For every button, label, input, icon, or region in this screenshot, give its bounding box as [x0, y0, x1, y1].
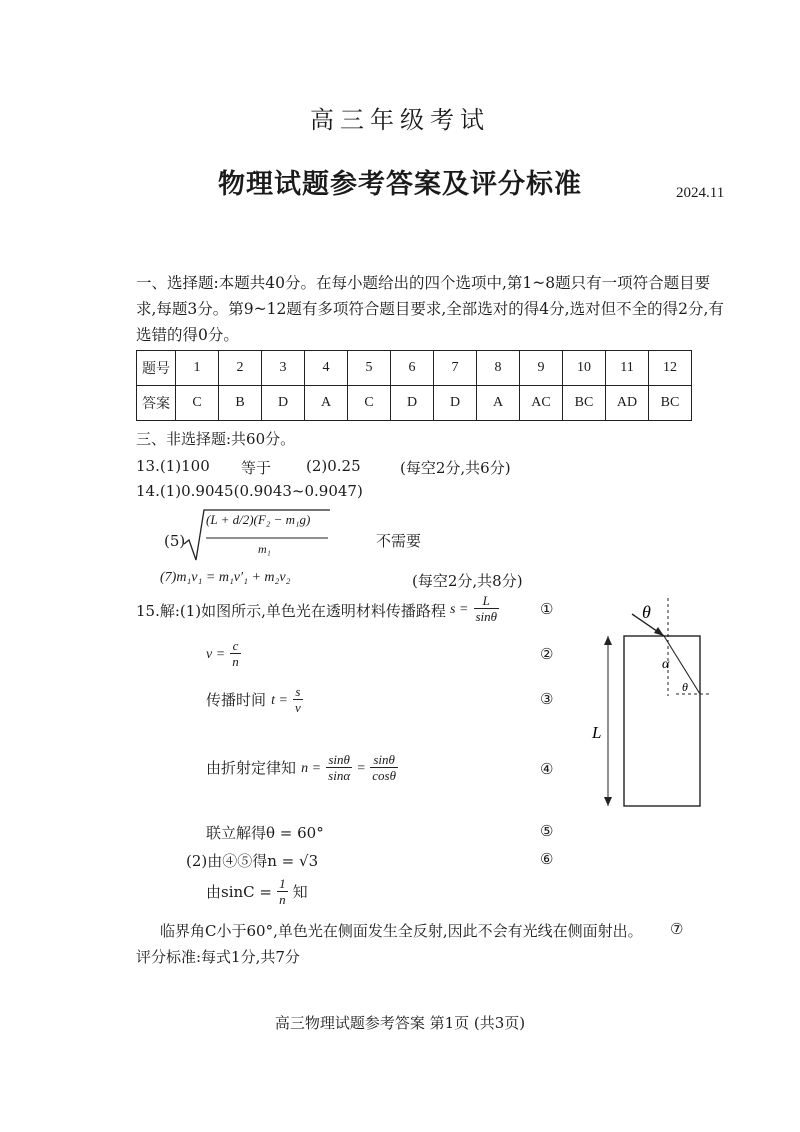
- answer-cell: A: [305, 386, 348, 421]
- page-footer: 高三物理试题参考答案 第1页 (共3页): [274, 1014, 526, 1032]
- eq7-post: 知: [292, 883, 308, 901]
- q15-scoring: 评分标准:每式1分,共7分: [136, 948, 300, 966]
- eq2-fraction: [230, 638, 241, 669]
- length-label: L: [592, 723, 602, 742]
- q14-part7: (7)m₁v₁ = m₁v′₁ + m₂v₂: [160, 570, 291, 585]
- eq7-num: 1: [279, 876, 286, 891]
- section2-title: 三、非选择题:共60分。: [136, 430, 296, 448]
- incident-arrow: [654, 627, 664, 636]
- eq2-den: n: [232, 654, 239, 669]
- theta-label: θ: [642, 602, 651, 622]
- mark-4: ④: [540, 760, 554, 778]
- answer-cell: C: [176, 386, 219, 421]
- question-number: 8: [477, 351, 520, 386]
- eq1-den: sinθ: [475, 609, 498, 624]
- eq7-den: n: [279, 892, 286, 907]
- answer-cell: D: [434, 386, 477, 421]
- answer-table: [136, 350, 692, 421]
- alpha-label: α: [662, 657, 670, 672]
- mark-7: ⑦: [670, 920, 684, 938]
- eq4-num2: sinθ: [370, 752, 398, 768]
- question-number: 10: [563, 351, 606, 386]
- answer-cell: A: [477, 386, 520, 421]
- question-row-label: 题号: [137, 351, 176, 386]
- q15-intro: 15.解:(1)如图所示,单色光在透明材料传播路程: [136, 602, 446, 620]
- q15-eq7: [206, 876, 308, 907]
- answer-cell: D: [262, 386, 305, 421]
- q15-eq4: [206, 752, 398, 783]
- refraction-diagram: [588, 596, 728, 826]
- q15-eq2: [206, 638, 241, 669]
- question-number: 5: [348, 351, 391, 386]
- theta2-label: θ: [682, 680, 688, 694]
- answer-cell: C: [348, 386, 391, 421]
- q14-score: (每空2分,共8分): [412, 572, 523, 590]
- eq3-text: 传播时间: [206, 691, 267, 709]
- q14-part1: 14.(1)0.9045(0.9043~0.9047): [136, 482, 363, 500]
- mark-5: ⑤: [540, 822, 554, 840]
- eq4-lhs: n =: [301, 761, 322, 776]
- eq4-num1: sinθ: [326, 752, 352, 768]
- q13-part1: 13.(1)100: [136, 457, 210, 475]
- q15-conclusion: 临界角C小于60°,单色光在侧面发生全反射,因此不会有光线在侧面射出。: [160, 922, 643, 940]
- q15-eq1: [450, 593, 499, 624]
- exam-title: 高三年级考试: [310, 106, 490, 134]
- eq1-num: L: [474, 593, 500, 609]
- eq1-lhs: s =: [450, 602, 469, 617]
- eq1-fraction: [474, 593, 500, 624]
- dimension-arrow-bottom: [604, 797, 612, 806]
- answer-cell: D: [391, 386, 434, 421]
- q15-eq5: 联立解得θ = 60°: [206, 824, 324, 842]
- eq4-fraction-1: [326, 752, 352, 783]
- eq2-num: c: [230, 638, 241, 654]
- question-number: 11: [606, 351, 649, 386]
- q13-part1-answer: 等于: [241, 459, 272, 477]
- section1-instructions: 一、选择题:本题共40分。在每小题给出的四个选项中,第1~8题只有一项符合题目要求,每题3分。第9~12题有多项符合题目要求,全部选对的得4分,选对但不全的得2分,有选错的得0分。: [136, 274, 724, 344]
- question-number: 4: [305, 351, 348, 386]
- question-number: 3: [262, 351, 305, 386]
- answer-cell: B: [219, 386, 262, 421]
- answer-cell: BC: [649, 386, 692, 421]
- q14-part5-label: (5): [164, 532, 186, 550]
- eq3-num: s: [293, 684, 303, 700]
- eq4-equals: =: [357, 761, 366, 776]
- mark-6: ⑥: [540, 850, 554, 868]
- question-number: 12: [649, 351, 692, 386]
- q14-part5-numerator: (L + d/2)(F₂ − m₁g): [206, 512, 311, 527]
- question-number: 1: [176, 351, 219, 386]
- mark-3: ③: [540, 690, 554, 708]
- answer-cell: AD: [606, 386, 649, 421]
- answer-cell: BC: [563, 386, 606, 421]
- eq2-lhs: v =: [206, 647, 226, 662]
- q13-score: (每空2分,共6分): [400, 459, 511, 477]
- eq7-pre: 由sinC =: [206, 883, 272, 901]
- q14-part5-denominator: m₁: [258, 542, 271, 556]
- question-number: 9: [520, 351, 563, 386]
- document-title: 物理试题参考答案及评分标准: [218, 169, 582, 200]
- dimension-arrow-top: [604, 636, 612, 645]
- q15-eq6: (2)由④⑤得n = √3: [186, 852, 319, 870]
- q13-part2: (2)0.25: [306, 457, 361, 475]
- eq3-fraction: [293, 684, 303, 715]
- eq4-den2: cosθ: [372, 768, 396, 783]
- eq4-text: 由折射定律知: [206, 759, 297, 777]
- eq7-fraction: [277, 876, 288, 907]
- answer-row: [137, 386, 692, 421]
- answer-row-label: 答案: [137, 386, 176, 421]
- exam-date: 2024.11: [676, 185, 725, 201]
- eq4-den1: sinα: [328, 768, 351, 783]
- eq3-den: v: [295, 700, 301, 715]
- question-row: [137, 351, 692, 386]
- q15-eq3: [206, 684, 303, 715]
- q14-part5-note: 不需要: [376, 532, 422, 550]
- answer-cell: AC: [520, 386, 563, 421]
- eq4-fraction-2: [370, 752, 398, 783]
- question-number: 7: [434, 351, 477, 386]
- eq3-lhs: t =: [271, 693, 288, 708]
- mark-2: ②: [540, 645, 554, 663]
- question-number: 6: [391, 351, 434, 386]
- mark-1: ①: [540, 600, 554, 618]
- question-number: 2: [219, 351, 262, 386]
